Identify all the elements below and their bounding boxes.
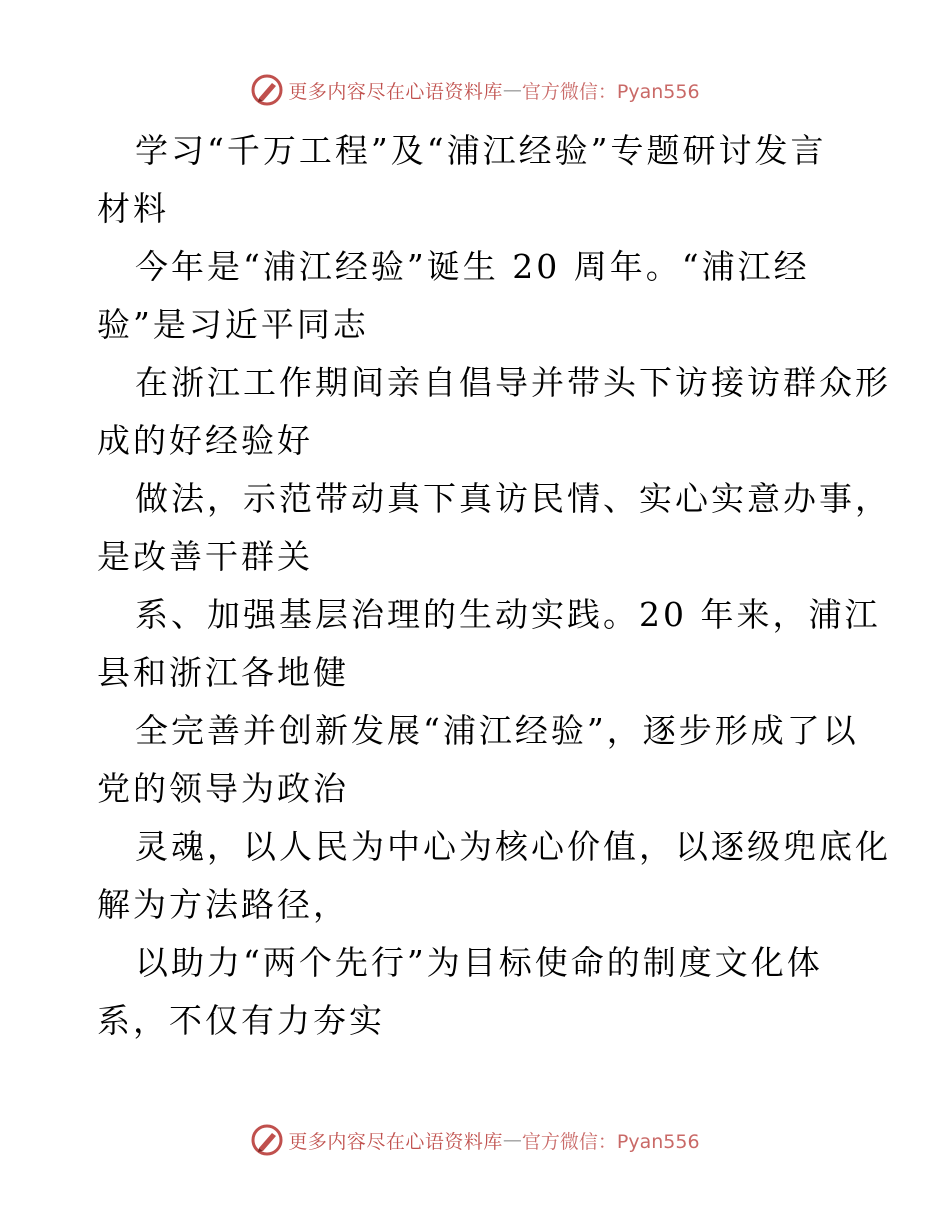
- text-line: 做法，示范带动真下真访民情、实心实意办事，: [135, 479, 891, 518]
- text-line: 验”是习近平同志: [97, 305, 369, 344]
- text-line: 县和浙江各地健: [97, 653, 349, 692]
- text-line: 在浙江工作期间亲自倡导并带头下访接访群众形: [135, 363, 891, 402]
- footer-wechat-text: 官方微信：Pyan556: [521, 1130, 700, 1153]
- text-line: 灵魂，以人民为中心为核心价值，以逐级兜底化: [135, 827, 891, 866]
- footer-watermark: [0, 1120, 950, 1160]
- text-line: 系，不仅有力夯实: [97, 1001, 385, 1040]
- footer-separator: —: [502, 1129, 522, 1151]
- text-line: 系、加强基层治理的生动实践。20 年来，浦江: [135, 595, 881, 634]
- pen-logo-icon: [250, 1123, 284, 1157]
- text-line: 材料: [97, 189, 169, 228]
- header-site-text: 更多内容尽在心语资料库: [288, 80, 503, 103]
- text-line: 解为方法路径，: [97, 885, 349, 924]
- header-wechat-text: 官方微信：Pyan556: [521, 80, 700, 103]
- pen-logo-icon: [250, 73, 284, 107]
- header-separator: —: [502, 79, 522, 101]
- text-line: 以助力“两个先行”为目标使命的制度文化体: [135, 943, 823, 982]
- text-line: 成的好经验好: [97, 421, 313, 460]
- text-line: 今年是“浦江经验”诞生 20 周年。“浦江经: [135, 247, 810, 286]
- text-line: 党的领导为政治: [97, 769, 349, 808]
- header-watermark: [0, 70, 950, 110]
- footer-site-text: 更多内容尽在心语资料库: [288, 1130, 503, 1153]
- text-line: 学习“千万工程”及“浦江经验”专题研讨发言: [135, 131, 827, 170]
- text-line: 是改善干群关: [97, 537, 313, 576]
- document-body: [97, 122, 891, 1050]
- text-line: 全完善并创新发展“浦江经验”，逐步形成了以: [135, 711, 859, 750]
